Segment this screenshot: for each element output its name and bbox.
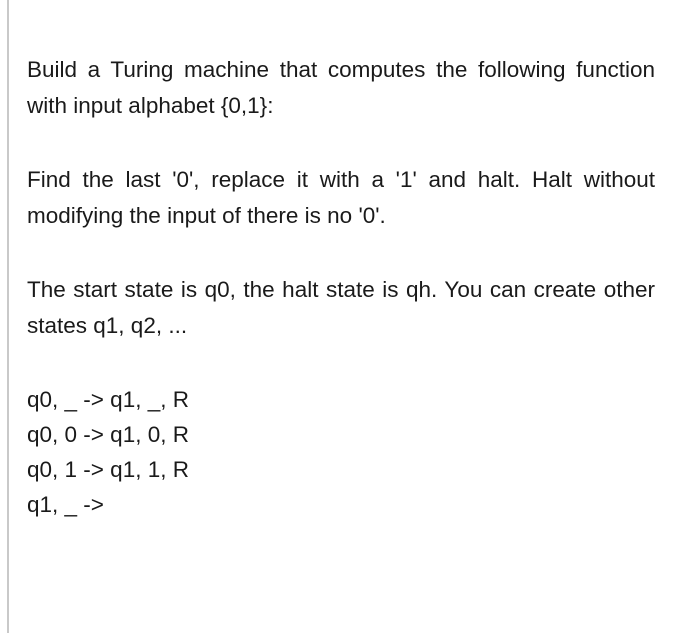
task-description: Build a Turing machine that computes the following function with input alphabet {0,1}: <box>27 57 655 118</box>
transition-rule: q0, 0 -> q1, 0, R <box>27 422 189 447</box>
task-instructions: Find the last '0', replace it with a '1' and halt. Halt without modifying the input of there is no '0'. <box>27 167 655 228</box>
transition-rule: q0, 1 -> q1, 1, R <box>27 457 189 482</box>
transition-rule: q1, _ -> <box>27 492 104 517</box>
state-info: The start state is q0, the halt state is qh. You can create other states q1, q2, ... <box>27 277 655 338</box>
transition-rules <box>27 382 655 522</box>
left-border <box>7 0 9 633</box>
question-body <box>27 52 655 522</box>
transition-rule: q0, _ -> q1, _, R <box>27 387 189 412</box>
